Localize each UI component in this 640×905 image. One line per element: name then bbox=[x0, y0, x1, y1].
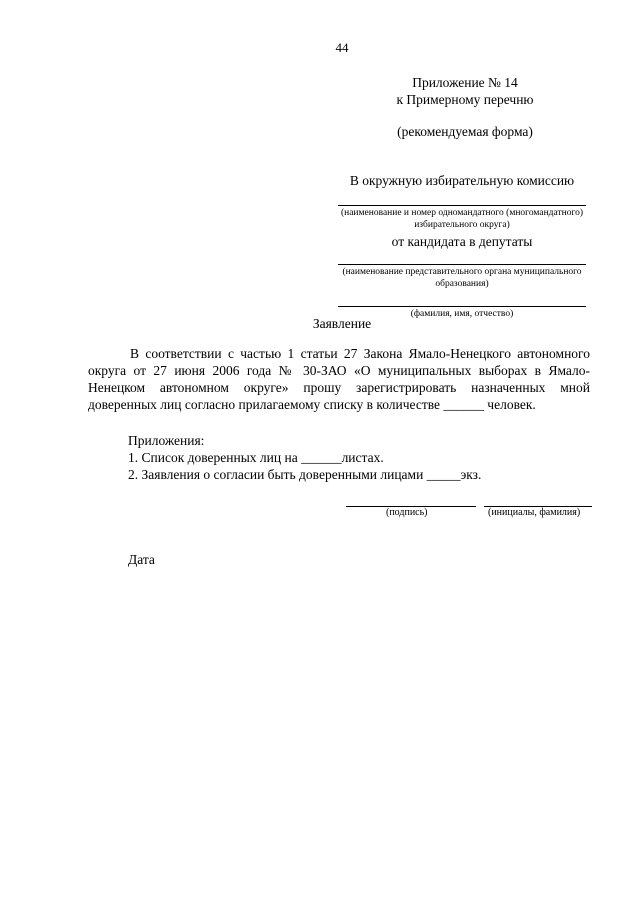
candidate-line: от кандидата в депутаты bbox=[391, 234, 533, 249]
initials-label: (инициалы, фамилия) bbox=[488, 507, 581, 518]
full-name-line bbox=[338, 306, 586, 307]
addressee-line: В окружную избирательную комиссию bbox=[349, 173, 575, 188]
commission-name-line bbox=[338, 205, 586, 206]
representative-body-hint: (наименование представительного органа муниципального образования) bbox=[342, 267, 582, 289]
attachment-item: 2. Заявления о согласии быть доверенными лицами _____экз. bbox=[128, 467, 482, 482]
addressee-block bbox=[336, 172, 588, 320]
full-name-hint: (фамилия, имя, отчество) bbox=[410, 309, 514, 319]
representative-body-line bbox=[338, 264, 586, 265]
page-number: 44 bbox=[335, 40, 349, 55]
document-title: Заявление bbox=[312, 316, 372, 331]
commission-name-hint: (наименование и номер одномандатного (многомандатного) избирательного округа) bbox=[340, 208, 584, 230]
statement-paragraph: В соответствии с частью 1 статьи 27 Закона Ямало-Ненецкого автономного округа от 27 июня 2006 года № 30-ЗАО «О муниципальных выборах в Ямало-Ненецком автономном округе» прошу зарегистрировать назначенных мной доверенных лиц согласно прилагаемому списку в количестве ______ человек. bbox=[88, 346, 590, 412]
attachments-list bbox=[128, 432, 481, 483]
appendix-reference: к Примерному перечню bbox=[396, 92, 534, 107]
signature-block bbox=[346, 496, 592, 526]
signature-label: (подпись) bbox=[386, 507, 428, 518]
attachment-item: 1. Список доверенных лиц на ______листах. bbox=[128, 450, 384, 465]
date-label: Дата bbox=[128, 552, 155, 567]
appendix-header bbox=[340, 74, 590, 140]
recommended-form-note: (рекомендуемая форма) bbox=[397, 124, 533, 139]
appendix-number: Приложение № 14 bbox=[412, 75, 518, 90]
attachments-heading: Приложения: bbox=[128, 433, 205, 448]
